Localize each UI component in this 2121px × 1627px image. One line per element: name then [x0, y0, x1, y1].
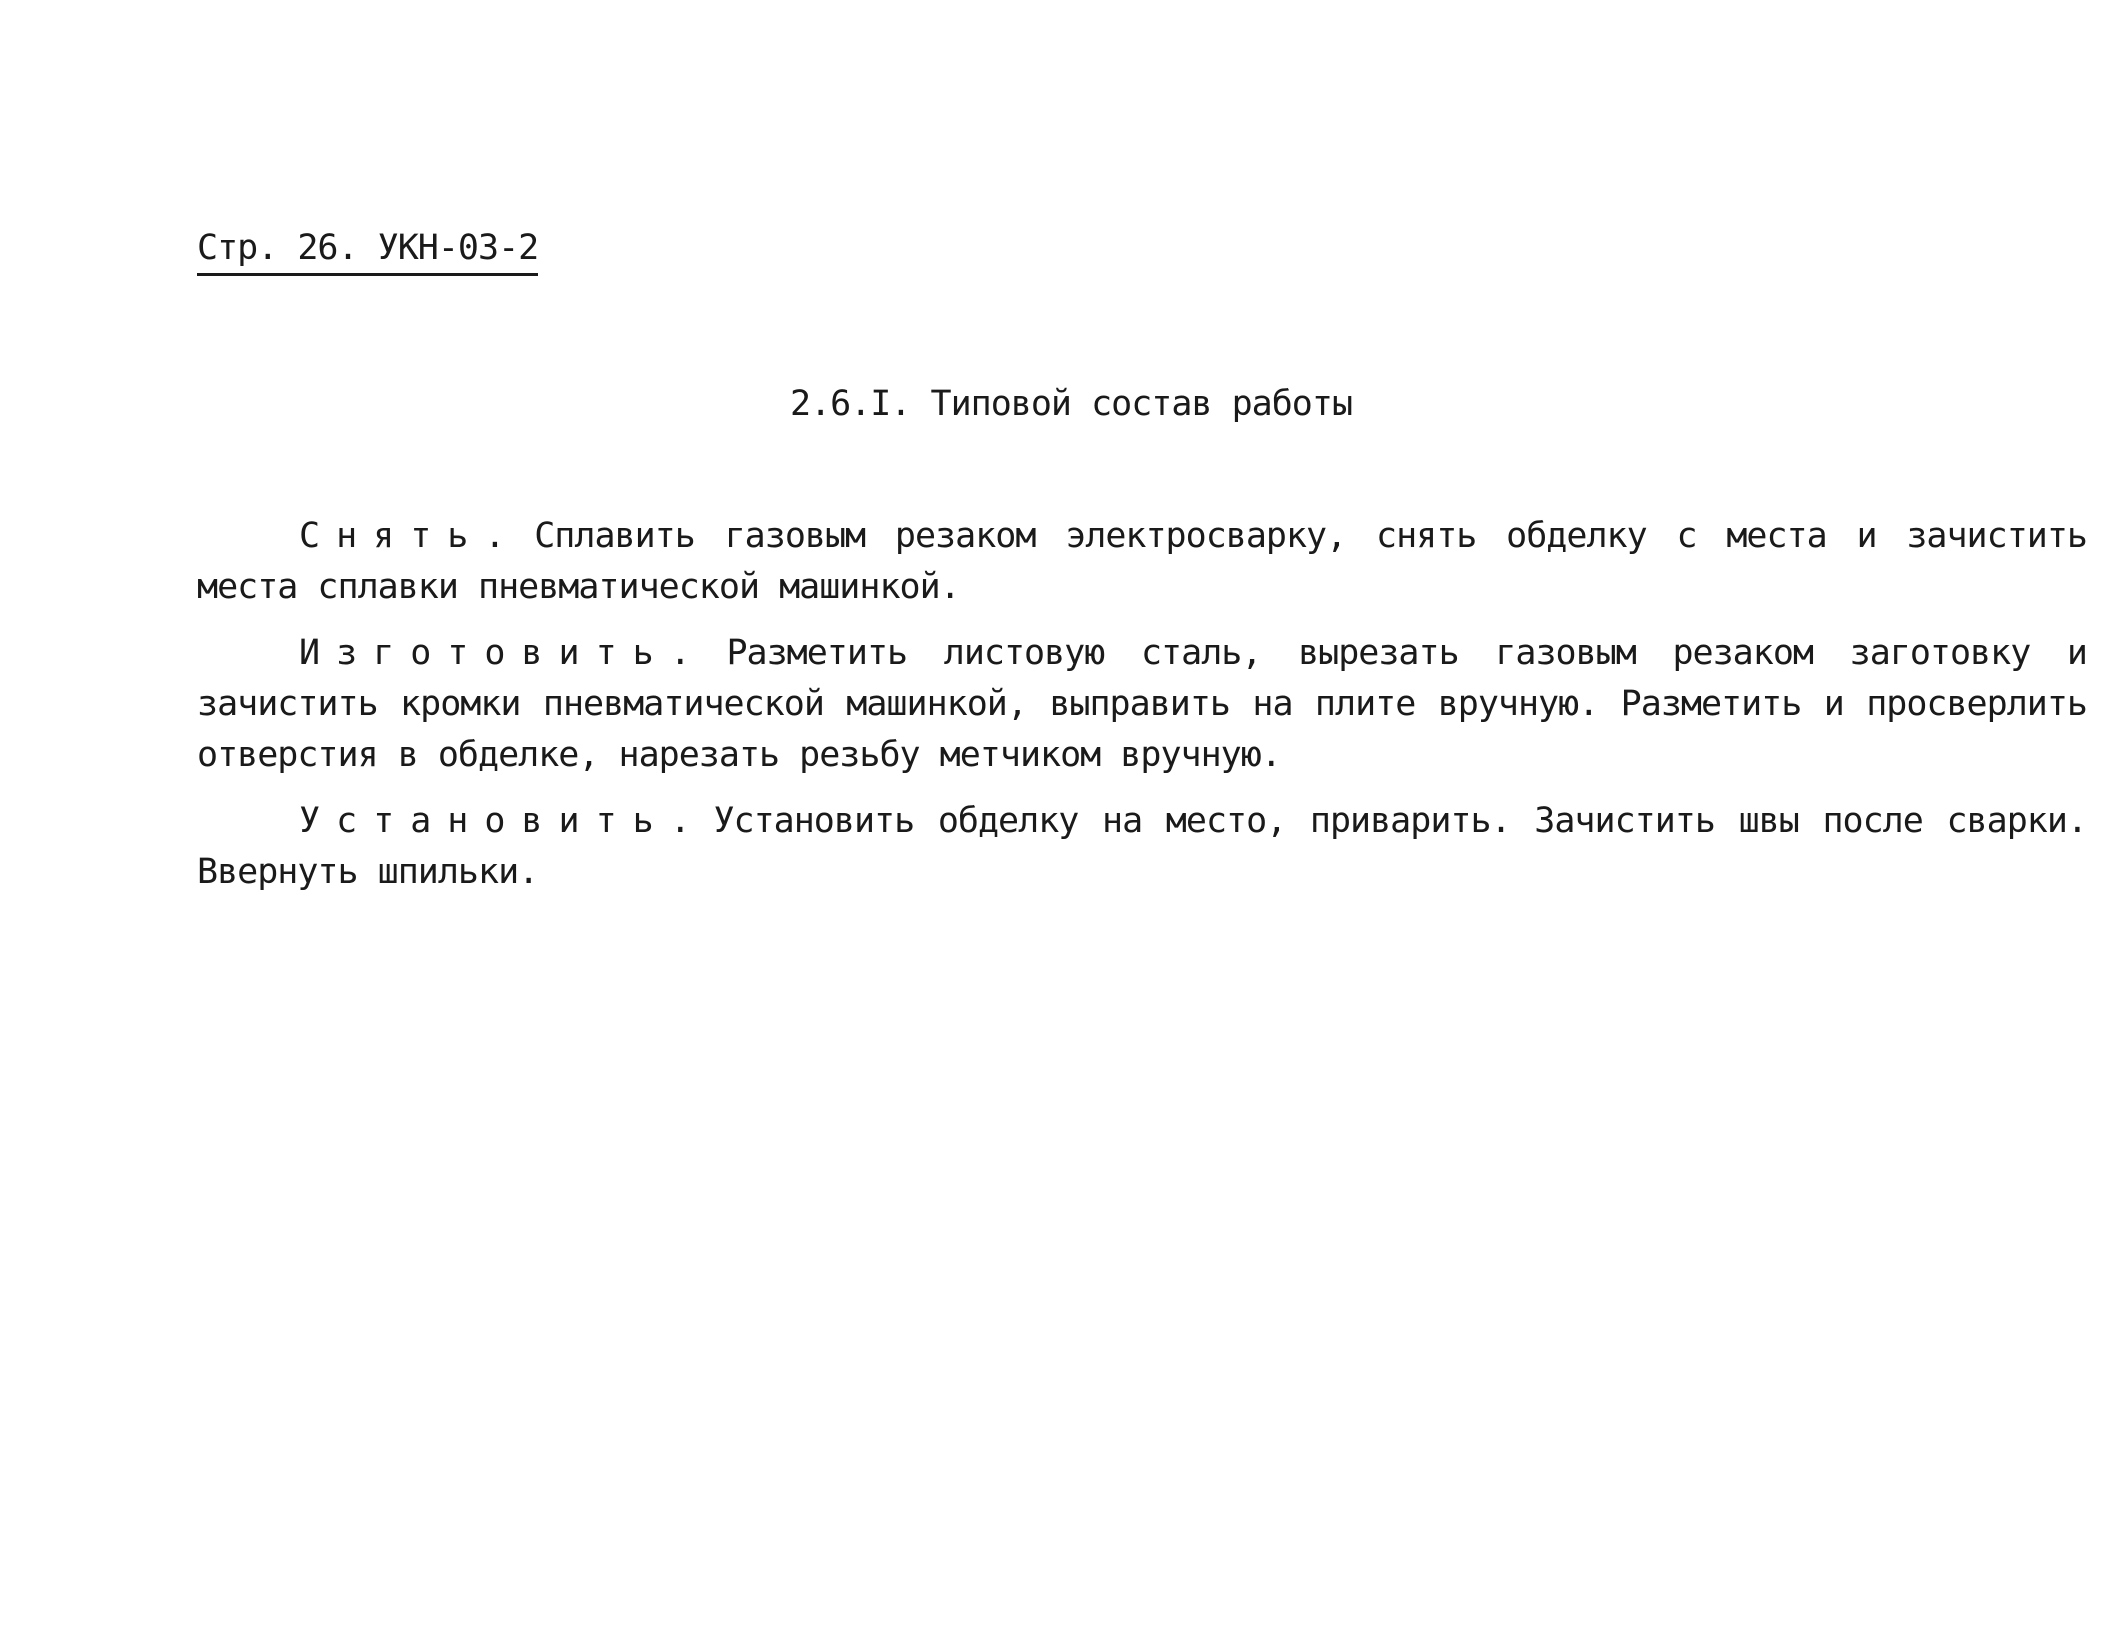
term-manufacture-period: . [669, 633, 727, 673]
term-remove-period: . [484, 516, 535, 556]
text-remove: Сплавить газовым резаком электросварку, снять обделку с места и зачистить места сплавки пневматической машинкой. [197, 516, 2087, 607]
section-title: 2.6.I. Типовой состав работы [790, 384, 1353, 424]
term-install: Установить [299, 801, 670, 841]
paragraph-manufacture [197, 628, 2087, 781]
paragraph-remove [197, 511, 2087, 613]
paragraph-install [197, 796, 2087, 898]
term-install-period: . [669, 801, 714, 841]
term-manufacture: Изготовить [299, 633, 670, 673]
text-manufacture: Разметить листовую сталь, вырезать газовым резаком заготовку и зачистить кромки пневматической машинкой, выправить на плите вручную. Разметить и просверлить отверстия в обделке, нарезать резьбу метчиком вручную. [197, 633, 2087, 775]
text-install: Установить обделку на место, приварить. Зачистить швы после сварки. Ввернуть шпильки. [197, 801, 2087, 892]
page-reference-header: Стр. 26. УКН-03-2 [197, 224, 538, 276]
term-remove: Снять [299, 516, 485, 556]
